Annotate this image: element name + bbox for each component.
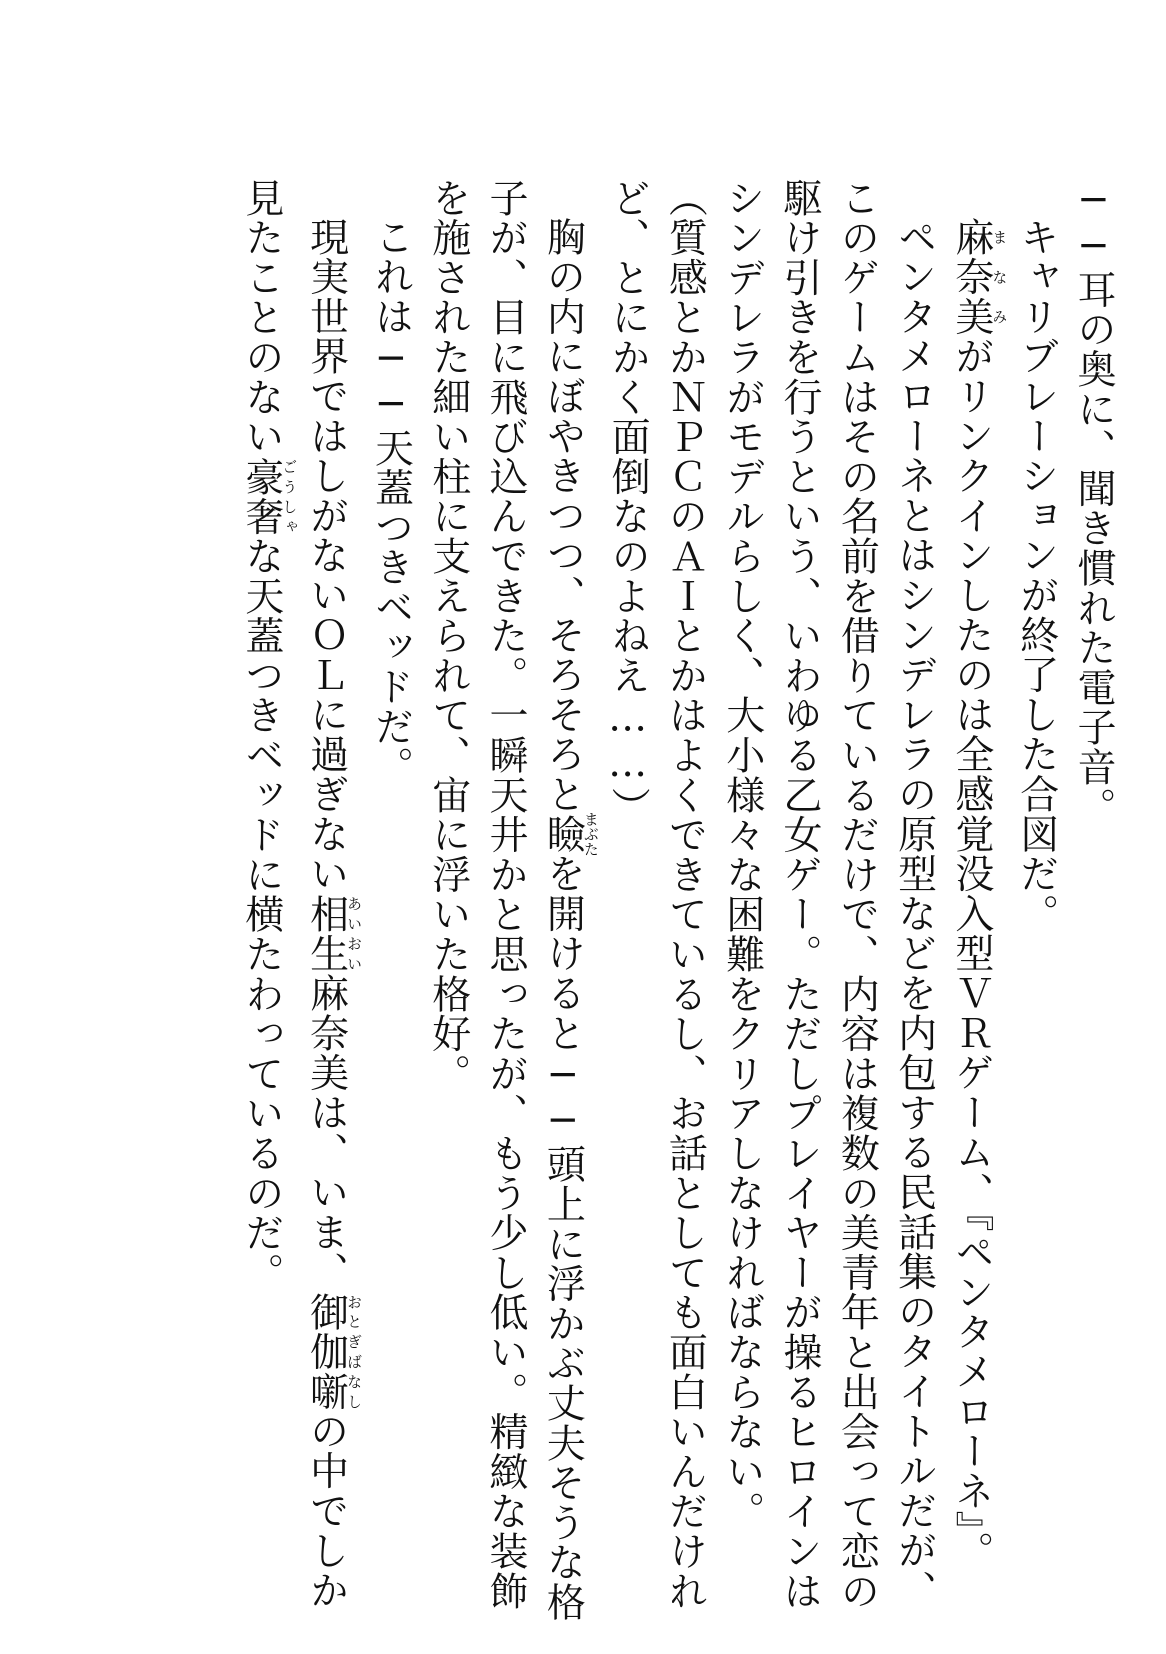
text-line-4 <box>885 178 942 1610</box>
line-text: 見たことのない <box>238 178 284 457</box>
line-text: を開けると──頭上に浮かぶ丈夫そうな格 <box>540 853 586 1623</box>
ruby-reading: ごうしゃ <box>280 456 299 537</box>
text-line-15 <box>233 178 298 1578</box>
ruby-base: 麻奈美 <box>948 217 994 337</box>
ruby-reading: あいおい <box>345 893 364 974</box>
line-text: これは──天蓋つきベッドだ。 <box>368 217 414 787</box>
text-line-3 <box>943 178 1008 1578</box>
ruby-reading: おとぎばなし <box>345 1291 364 1412</box>
text-line-9 <box>599 178 656 1578</box>
line-text: の中でしか <box>303 1411 349 1611</box>
line-text: 現実世界ではしがないＯＬに過ぎない <box>303 217 349 894</box>
text-line-1 <box>1065 178 1122 1578</box>
text-line-13 <box>362 178 419 1578</box>
line-text: ど、とにかく面倒なのよねえ……） <box>605 178 651 827</box>
line-text: （質感とかＮＰＣのＡＩとかはよくできているし、お話としても面白いんだけれ <box>662 178 708 1611</box>
text-line-6 <box>771 178 828 1611</box>
line-text: ──耳の奥に、聞き慣れた電子音。 <box>1071 178 1116 827</box>
text-line-5 <box>828 178 885 1611</box>
line-text: がリンクインしたのは全感覚没入型ＶＲゲーム、『ペンタメローネ』。 <box>948 336 994 1572</box>
line-text: ペンタメローネとはシンデレラの原型などを内包する民話集のタイトルだが、 <box>891 217 937 1610</box>
ruby-base: 瞼 <box>540 811 586 857</box>
ruby-otogibanashi <box>303 1291 364 1412</box>
line-text: 胸の内にぼやきつつ、そろそろと <box>540 217 586 814</box>
ruby-base: 豪奢 <box>238 456 284 537</box>
ruby-reading: まなみ <box>990 217 1009 337</box>
text-line-8 <box>656 178 713 1611</box>
text-line-7 <box>713 178 770 1578</box>
text-line-10 <box>534 178 600 1623</box>
ruby-reading: まぶた <box>581 811 600 857</box>
line-text: シンデレラがモデルらしく、大小様々な困難をクリアしなければならない。 <box>719 178 765 1532</box>
text-line-11 <box>477 178 534 1611</box>
line-text: 麻奈美は、いま、 <box>303 973 349 1292</box>
ruby-aioi <box>303 893 364 974</box>
ruby-base: 相生 <box>303 893 349 974</box>
ruby-gousha <box>238 456 299 537</box>
line-text: 駆け引きを行うという、いわゆる乙女ゲー。ただしプレイヤーが操るヒロインは <box>777 178 823 1611</box>
line-text: を施された細い柱に支えられて、宙に浮いた格好。 <box>425 178 471 1094</box>
line-text: キャリブレーションが終了した合図だ。 <box>1013 217 1059 934</box>
line-text: このゲームはその名前を借りているだけで、内容は複数の美青年と出会って恋の <box>834 178 880 1611</box>
ruby-base: 御伽噺 <box>303 1291 349 1412</box>
text-line-2 <box>1007 178 1064 1578</box>
line-text: な天蓋つきベッドに横たわっているのだ。 <box>238 536 284 1293</box>
text-line-14 <box>297 178 364 1611</box>
ruby-mabuta <box>540 811 600 857</box>
ruby-name-manami <box>948 217 1009 337</box>
text-line-12 <box>419 178 476 1578</box>
line-text: 子が、目に飛び込んできた。一瞬天井かと思ったが、もう少し低い。精緻な装飾 <box>483 178 529 1611</box>
vertical-text-body <box>62 178 1122 1623</box>
